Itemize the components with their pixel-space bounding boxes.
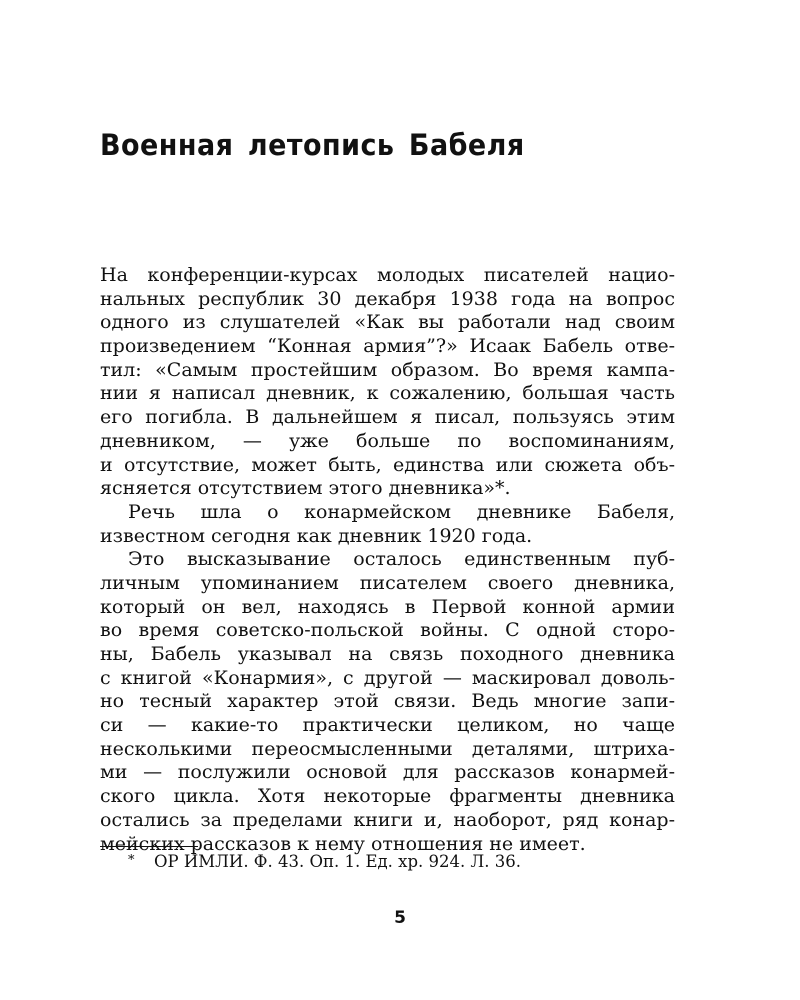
paragraph [100,501,675,548]
text-line: и отсутствие, может быть, единства или сюжета объ- [100,453,675,476]
text-line: ны, Бабель указывал на связь походного дневника [100,643,675,665]
text-line: Речь шла о конармейском дневнике Бабеля, [128,500,675,523]
text-line: с книгой «Конармия», с другой — маскировал доволь- [100,666,675,689]
text-line: но тесный характер этой связи. Ведь многие запи- [100,690,675,713]
footnote [128,850,521,873]
text-line: дневником, — уже больше по воспоминаниям, [100,429,675,452]
footnote-mark: * [128,853,135,868]
text-line: ского цикла. Хотя некоторые фрагменты дневника [100,785,675,808]
text-line: одного из слушателей «Как вы работали над своим [100,311,675,334]
text-line: тил: «Самым простейшим образом. Во время кампа- [100,358,675,381]
text-line: произведением “Конная армия”?» Исаак Бабель отве- [100,335,675,358]
text-line: известном сегодня как дневник 1920 года. [100,524,533,547]
footnote-divider [100,846,198,847]
text-line: ясняется отсутствием этого дневника»*. [100,477,511,500]
text-line: нии я написал дневник, к сожалению, большая часть [100,382,675,405]
text-line: личным упоминанием писателем своего дневника, [100,571,675,594]
text-line: мейских рассказов к нему отношения не имеет. [100,832,586,855]
text-line: несколькими переосмысленными деталями, штриха- [100,737,675,760]
text-line: си — какие-то практически целиком, но чаще [100,714,675,737]
text-line: нальных республик 30 декабря 1938 года на вопрос [100,287,675,310]
text-line: На конференции-курсах молодых писателей нацио- [100,264,675,286]
text-line: его погибла. В дальнейшем я писал, пользуясь этим [100,406,675,429]
text-line: ми — послужили основой для рассказов конармей- [100,761,675,784]
text-line: Это высказывание осталось единственным пуб- [128,548,675,571]
footnote-text: ОР ИМЛИ. Ф. 43. Оп. 1. Ед. хр. 924. Л. 36. [154,852,522,871]
paragraph [100,548,675,856]
paragraph [100,264,675,501]
page-number: 5 [394,908,406,928]
chapter-title: Военная летопись Бабеля [100,128,525,162]
body-text [100,264,675,856]
text-line: остались за пределами книги и, наоборот, ряд конар- [100,808,675,831]
text-line: во время советско-польской войны. С одной сторо- [100,619,675,642]
text-line: который он вел, находясь в Первой конной армии [100,595,675,618]
